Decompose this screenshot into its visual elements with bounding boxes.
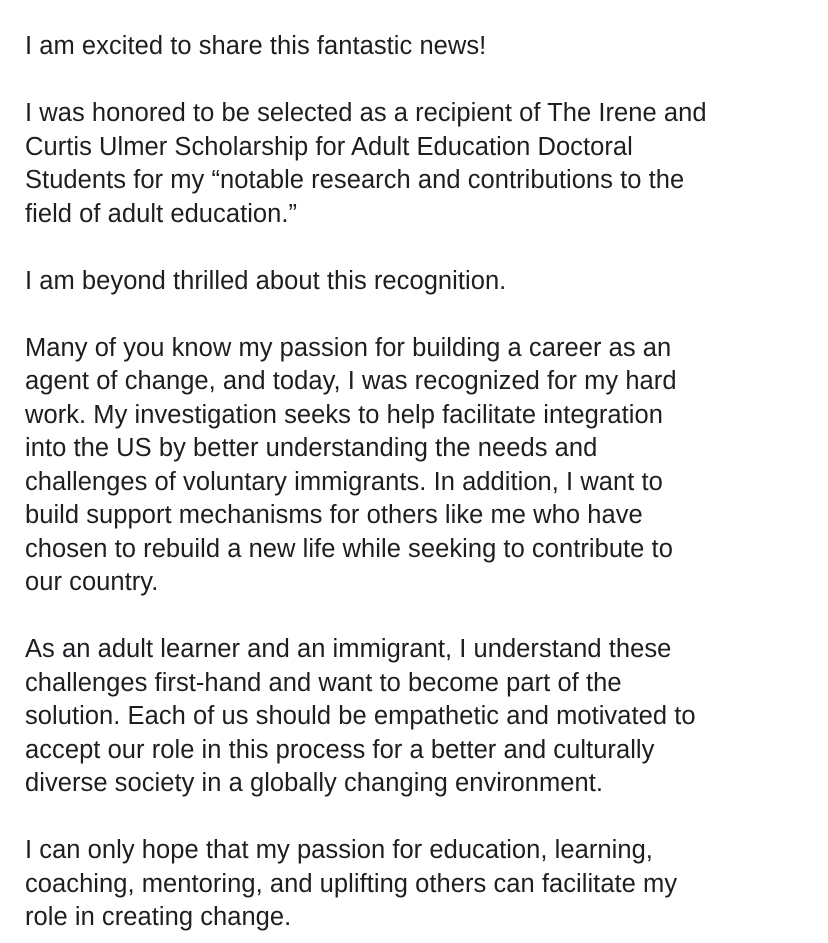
post-paragraph-1: I am excited to share this fantastic news! <box>25 32 487 60</box>
post-paragraph-5: As an adult learner and an immigrant, I understand these challenges first-hand and want to become part of the solution. Each of us should be empathetic and motivated to accept our role in this process for a better and culturally diverse society in a globally changing environment. <box>25 635 696 797</box>
post-paragraph-3: I am beyond thrilled about this recognition. <box>25 266 507 295</box>
post-paragraph-6: I can only hope that my passion for education, learning, coaching, mentoring, and uplifting others can facilitate my role in creating change. <box>25 836 678 931</box>
post-paragraph-2: I was honored to be selected as a recipient of The Irene and Curtis Ulmer Scholarship for Adult Education Doctoral Students for my “notable research and contributions to the field of adult education.” <box>25 99 707 228</box>
post-paragraph-4: Many of you know my passion for building a career as an agent of change, and today, I was recognized for my hard work. My investigation seeks to help facilitate integration into the US by better understanding the needs and challenges of voluntary immigrants. In addition, I want to build support mechanisms for others like me who have chosen to rebuild a new life while seeking to contribute to our country. <box>25 333 677 596</box>
